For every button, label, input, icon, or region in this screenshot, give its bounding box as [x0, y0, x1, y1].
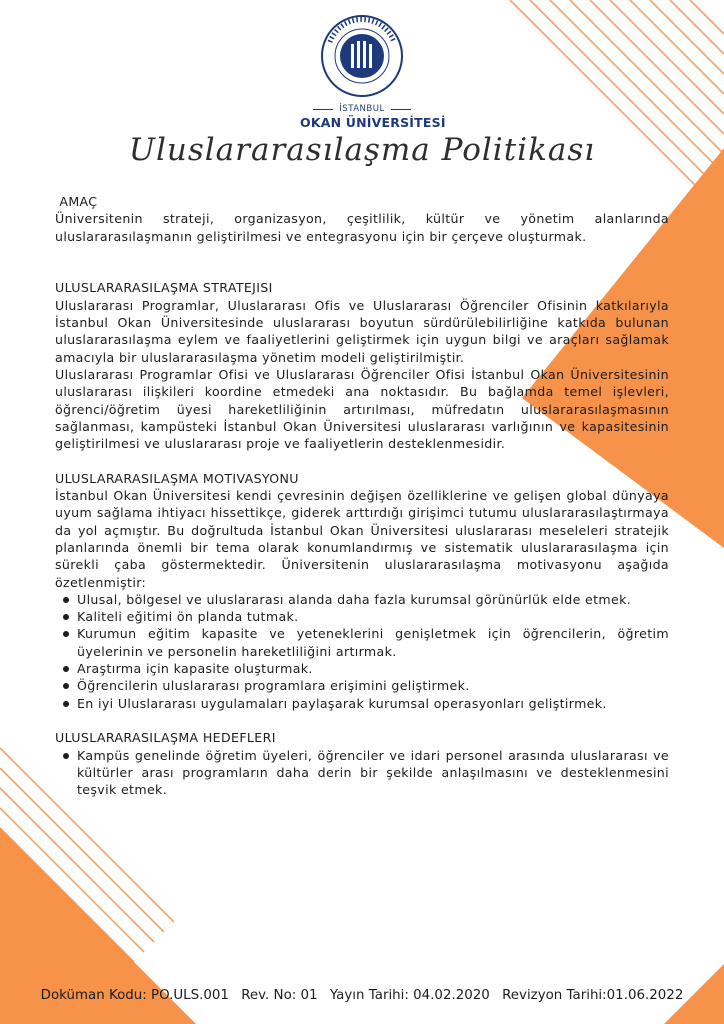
- list-item: Ulusal, bölgesel ve uluslararası alanda daha fazla kurumsal görünürlük elde etmek.: [77, 591, 669, 608]
- strateji-paragraph-2: Uluslararası Programlar Ofisi ve Uluslararası Öğrenciler Ofisi İstanbul Okan Üniversitesinin uluslararası ilişkileri koordine etmedeki ana noktasıdır. Bu bağlamda temel işlevleri, öğrenci/öğretim üyesi hareketliliğinin artırılması, müfredatın uluslararasılaşmasının sağlanması, kampüsteki İstanbul Okan Üniversitesi uluslararası varlığının ve kapasitesinin geliştirilmesi ve uluslararası proje ve faaliyetlerin desteklenmesidir.: [55, 366, 669, 452]
- list-item: Araştırma için kapasite oluşturmak.: [77, 660, 669, 677]
- list-item: Kampüs genelinde öğretim üyeleri, öğrenciler ve idari personel arasında uluslararası ve kültürler arası programların daha derin bir şekilde anlaşılmasını ve desteklenmesini teşvik etmek.: [77, 747, 669, 798]
- hedefler-bullet-list: [55, 747, 669, 799]
- top-right-hatching: [510, 0, 724, 214]
- university-seal-icon: [320, 14, 404, 98]
- amac-text: Üniversitenin strateji, organizasyon, çeşitlilik, kültür ve yönetim alanlarında uluslararasılaşmanın geliştirilmesi ve entegrasyonu için bir çerçeve oluşturmak.: [55, 211, 669, 244]
- section-heading-strateji: ULUSLARARASILAŞMA STRATEJISI: [55, 280, 273, 296]
- document-body: [55, 193, 669, 798]
- list-item: En iyi Uluslararası uygulamaları paylaşarak kurumsal operasyonları geliştirmek.: [77, 695, 669, 712]
- list-item: Kaliteli eğitimi ön planda tutmak.: [77, 608, 669, 625]
- logo-university-name: OKAN ÜNİVERSİTESİ: [300, 115, 446, 130]
- footer-rev-no: Rev. No: 01: [241, 988, 318, 1003]
- motivasyon-paragraph: İstanbul Okan Üniversitesi kendi çevresinin değişen özelliklerine ve gelişen global dünyaya uyum sağlama ihtiyacı hissettikçe, giderek arttırdığı girişimci tutumu uluslararasılaştırmaya da yol açmıştır. Bu doğrultuda İstanbul Okan Üniversitesi uluslararası meseleleri stratejik planlarında önemli bir tema olarak konumlandırmış ve sistematik uluslararasılaşma için sürekli çaba göstermektedir. Üniversitenin uluslararasılaşma motivasyonu aşağıda özetlenmiştir:: [55, 488, 669, 590]
- section-heading-hedefler: ULUSLARARASILAŞMA HEDEFLERI: [55, 730, 276, 746]
- university-logo: [300, 14, 446, 130]
- list-item: Kurumun eğitim kapasite ve yeteneklerini genişletmek için öğrencilerin, öğretim üyelerinin ve personelin hareketliliğini artırmak.: [77, 626, 669, 659]
- logo-city-text: İSTANBUL: [339, 104, 385, 114]
- footer-doc-code: Doküman Kodu: PO.ULS.001: [40, 988, 229, 1003]
- strateji-paragraph-1: Uluslararası Programlar, Uluslararası Ofis ve Uluslararası Öğrenciler Ofisinin katkılarıyla İstanbul Okan Üniversitesinde uluslararası boyutun sürdürülebilirliğine katkıda bulunan uluslararasılaşma eylem ve faaliyetlerini geliştirmek için uygun bilgi ve araçları sağlamak amacıyla bir uluslararasılaşma yönetim modeli geliştirilmiştir.: [55, 297, 669, 365]
- logo-city-line: [310, 104, 414, 114]
- section-heading-motivasyon: ULUSLARARASILAŞMA MOTIVASYONU: [55, 470, 299, 486]
- list-item: Öğrencilerin uluslararası programlara erişimini geliştirmek.: [77, 677, 669, 694]
- motivasyon-bullet-list: [55, 591, 669, 712]
- page-title: Uluslararasılaşma Politikası: [128, 132, 596, 168]
- footer-pub-date: Yayın Tarihi: 04.02.2020: [329, 988, 490, 1003]
- document-footer: [0, 988, 724, 1003]
- section-heading-amac: AMAÇ: [55, 194, 98, 209]
- footer-rev-date: Revizyon Tarihi:01.06.2022: [502, 988, 684, 1003]
